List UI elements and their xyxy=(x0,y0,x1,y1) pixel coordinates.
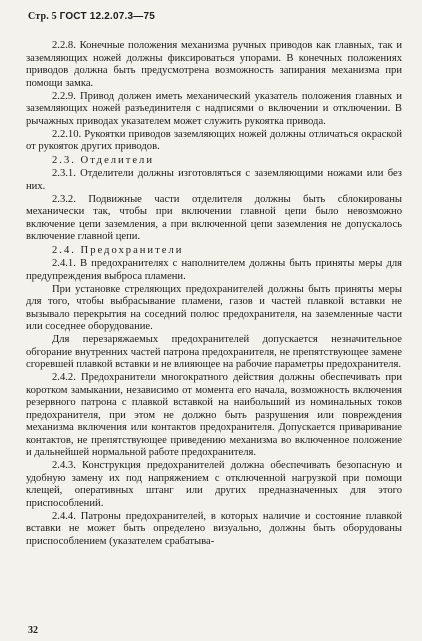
paragraph: 2.3.1. Отделители должны изготовляться с заземляющими ножами или без них. xyxy=(26,168,402,192)
paragraph: 2.2.10. Рукоятки приводов заземляющих ножей должны отличаться окраской от рукояток других приводов. xyxy=(26,128,402,152)
document-body xyxy=(26,40,402,549)
paragraph: При установке стреляющих предохранителей должны быть приняты меры для того, чтобы выбрасывание пламени, газов и частей плавкой вставки не вызывало перекрытия на соседний полюс предохранителя, на заземленные части или соседнее оборудование. xyxy=(26,283,402,332)
page-label: Стр. 5 xyxy=(28,11,57,22)
paragraph: 2.4.1. В предохранителях с наполнителем должны быть приняты меры для предупреждения выброса пламени. xyxy=(26,258,402,282)
page-number: 32 xyxy=(28,625,38,636)
page-header xyxy=(28,11,155,22)
paragraph: 2.3.2. Подвижные части отделителя должны быть сблокированы механически так, чтобы при включении главной цепи было невозможно включение цепи заземления, а при включенной цепи заземления не допускалось включение главной цепи. xyxy=(26,193,402,242)
section-heading: 2.4. Предохранители xyxy=(52,244,184,256)
section-heading: 2.3. Отделители xyxy=(52,154,155,166)
standard-code: ГОСТ 12.2.07.3—75 xyxy=(59,11,155,22)
paragraph: 2.2.8. Конечные положения механизма ручных приводов как главных, так и заземляющих ножей должны фиксироваться упорами. В конечных положениях приводов должна быть предусмотрена возможность запирания механизма при помощи замка. xyxy=(26,40,402,89)
paragraph: 2.4.4. Патроны предохранителей, в которых наличие и состояние плавкой вставки не может быть определено визуально, должны быть оборудованы приспособлением (указателем срабатыва- xyxy=(26,510,402,547)
paragraph: 2.4.2. Предохранители многократного действия должны обеспечивать при коротком замыкании, независимо от момента его начала, возможность включения резервного патрона с плавкой вставкой на наибольший из номинальных токов предохранителя, при этом не должно быть разрушения или повреждения механизма включения или контактов предохранителя. Допускается приваривание контактов, не препятствующее приведению механизма во включенное положение и дальнейшей нормальной работе предохранителя. xyxy=(26,372,402,458)
paragraph: 2.2.9. Привод должен иметь механический указатель положения главных и заземляющих ножей разъединителя с надписями о включении и отключении. В рычажных приводах указателем может служить рукоятка привода. xyxy=(26,90,402,127)
paragraph: Для перезаряжаемых предохранителей допускается незначительное обгорание внутренних частей патрона предохранителя, не препятствующее замене сгоревшей плавкой вставки и не влияющее на рабочие параметры предохранителя. xyxy=(26,334,402,370)
paragraph: 2.4.3. Конструкция предохранителей должна обеспечивать безопасную и удобную замену их под напряжением с отключенной нагрузкой при помощи клещей, оперативных штанг или других предназначенных для этого приспособлений. xyxy=(26,460,402,509)
